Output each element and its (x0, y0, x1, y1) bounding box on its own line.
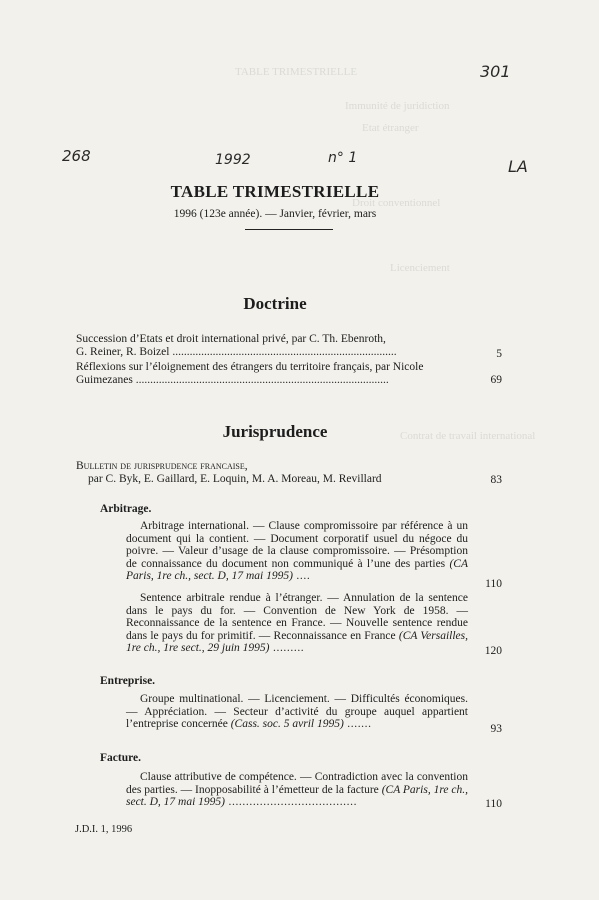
case-entry (126, 771, 468, 809)
page-subtitle: 1996 (123e année). — Janvier, février, mars (173, 208, 377, 220)
case-reference: (Cass. soc. 5 avril 1995) (230, 718, 344, 730)
handwritten-note: 268 (62, 147, 91, 165)
page-number: 120 (484, 645, 502, 657)
case-entry (126, 693, 468, 731)
entry-line: Succession d’Etats et droit international privé, par C. Th. Ebenroth, (76, 333, 386, 345)
page-title: TABLE TRIMESTRIELLE (170, 182, 380, 201)
section-heading: Entreprise. (100, 675, 156, 687)
leader-dots: ......... (269, 642, 305, 654)
page-number: 83 (490, 474, 502, 486)
title-block (60, 182, 490, 202)
doctrine-entry (76, 333, 501, 358)
bleed-through-text: Licenciement (390, 262, 450, 274)
section-heading: Arbitrage. (100, 503, 152, 515)
doctrine-heading-block (60, 294, 490, 314)
section-heading: Facture. (100, 752, 141, 764)
case-entry (126, 592, 468, 655)
page-number: 110 (485, 798, 502, 810)
entry-line (76, 374, 476, 387)
case-summary: Arbitrage international. — Clause compromissoire par référence à un document qui la contient. — Document corporatif usuel du négoce du poivre. — Valeur d’usage de la clause compromissoire. — Présomption de connaissance du document non communiqué à l’une des parties (126, 520, 468, 570)
case-reference: (CA Paris, 1re ch., sect. D, 17 mai 1995) (126, 557, 468, 582)
jurisprudence-heading: Jurisprudence (222, 422, 328, 441)
bulletin-authors: par C. Byk, E. Gaillard, E. Loquin, M. A. Moreau, M. Revillard (88, 472, 382, 485)
doctrine-entry (76, 361, 501, 386)
case-reference: (CA Paris, 1re ch., sect. D, 17 mai 1995) (126, 783, 469, 808)
case-summary: Clause attributive de compétence. — Contradiction avec la convention des parties. — Inopposabilité à l’émetteur de la facture (126, 771, 468, 796)
bleed-through-text: Contrat de travail international (400, 430, 536, 442)
doctrine-heading: Doctrine (243, 294, 307, 313)
leader-dots: ....... (343, 718, 372, 730)
bleed-through-text: Droit conventionnel (352, 197, 441, 209)
case-summary: Groupe multinational. — Licenciement. — Difficultés économiques. — Appréciation. — Secteur d’activité du groupe auquel appartient l’entreprise concernée (126, 693, 468, 730)
page-number: 69 (490, 374, 502, 386)
journal-reference: J.D.I. 1, 1996 (75, 824, 133, 835)
entry-line-text: Guimezanes ........................................................................................ (76, 373, 389, 386)
bleed-through-text: Immunité de juridiction (345, 100, 450, 112)
page-number: 5 (496, 348, 502, 360)
case-reference: (CA Versailles, 1re ch., 1re sect., 29 juin 1995) (126, 629, 469, 654)
handwritten-note: 1992 (215, 152, 251, 168)
bulletin-title: Bulletin de jurisprudence francaise, (76, 460, 248, 472)
page-number: 110 (485, 578, 502, 590)
handwritten-note: n° 1 (328, 150, 358, 166)
handwritten-page-number: 301 (480, 62, 511, 81)
title-divider (245, 229, 333, 230)
handwritten-note: LA (508, 157, 528, 176)
case-entry (126, 520, 468, 583)
bulletin-entry (76, 460, 501, 485)
case-summary: Sentence arbitrale rendue à l’étranger. — Annulation de la sentence dans le pays du for. — Convention de New York de 1958. — Reconnaissance de la sentence en France. — Nouvelle sentence rendue dans le pays du for primitif. — Reconnaissance en France (126, 592, 468, 642)
entry-line: G. Reiner, R. Boizel .............................................................................. (76, 345, 397, 358)
jurisprudence-heading-block (60, 422, 490, 442)
entry-line: Réflexions sur l’éloignement des étrangers du territoire français, par Nicole (76, 361, 424, 373)
leader-dots: ..................................... (225, 796, 358, 808)
bleed-through-text: Etat étranger (362, 122, 419, 134)
bleed-through-text: TABLE TRIMESTRIELLE (235, 66, 358, 78)
page-number: 93 (490, 723, 502, 735)
leader-dots: .... (292, 570, 311, 582)
